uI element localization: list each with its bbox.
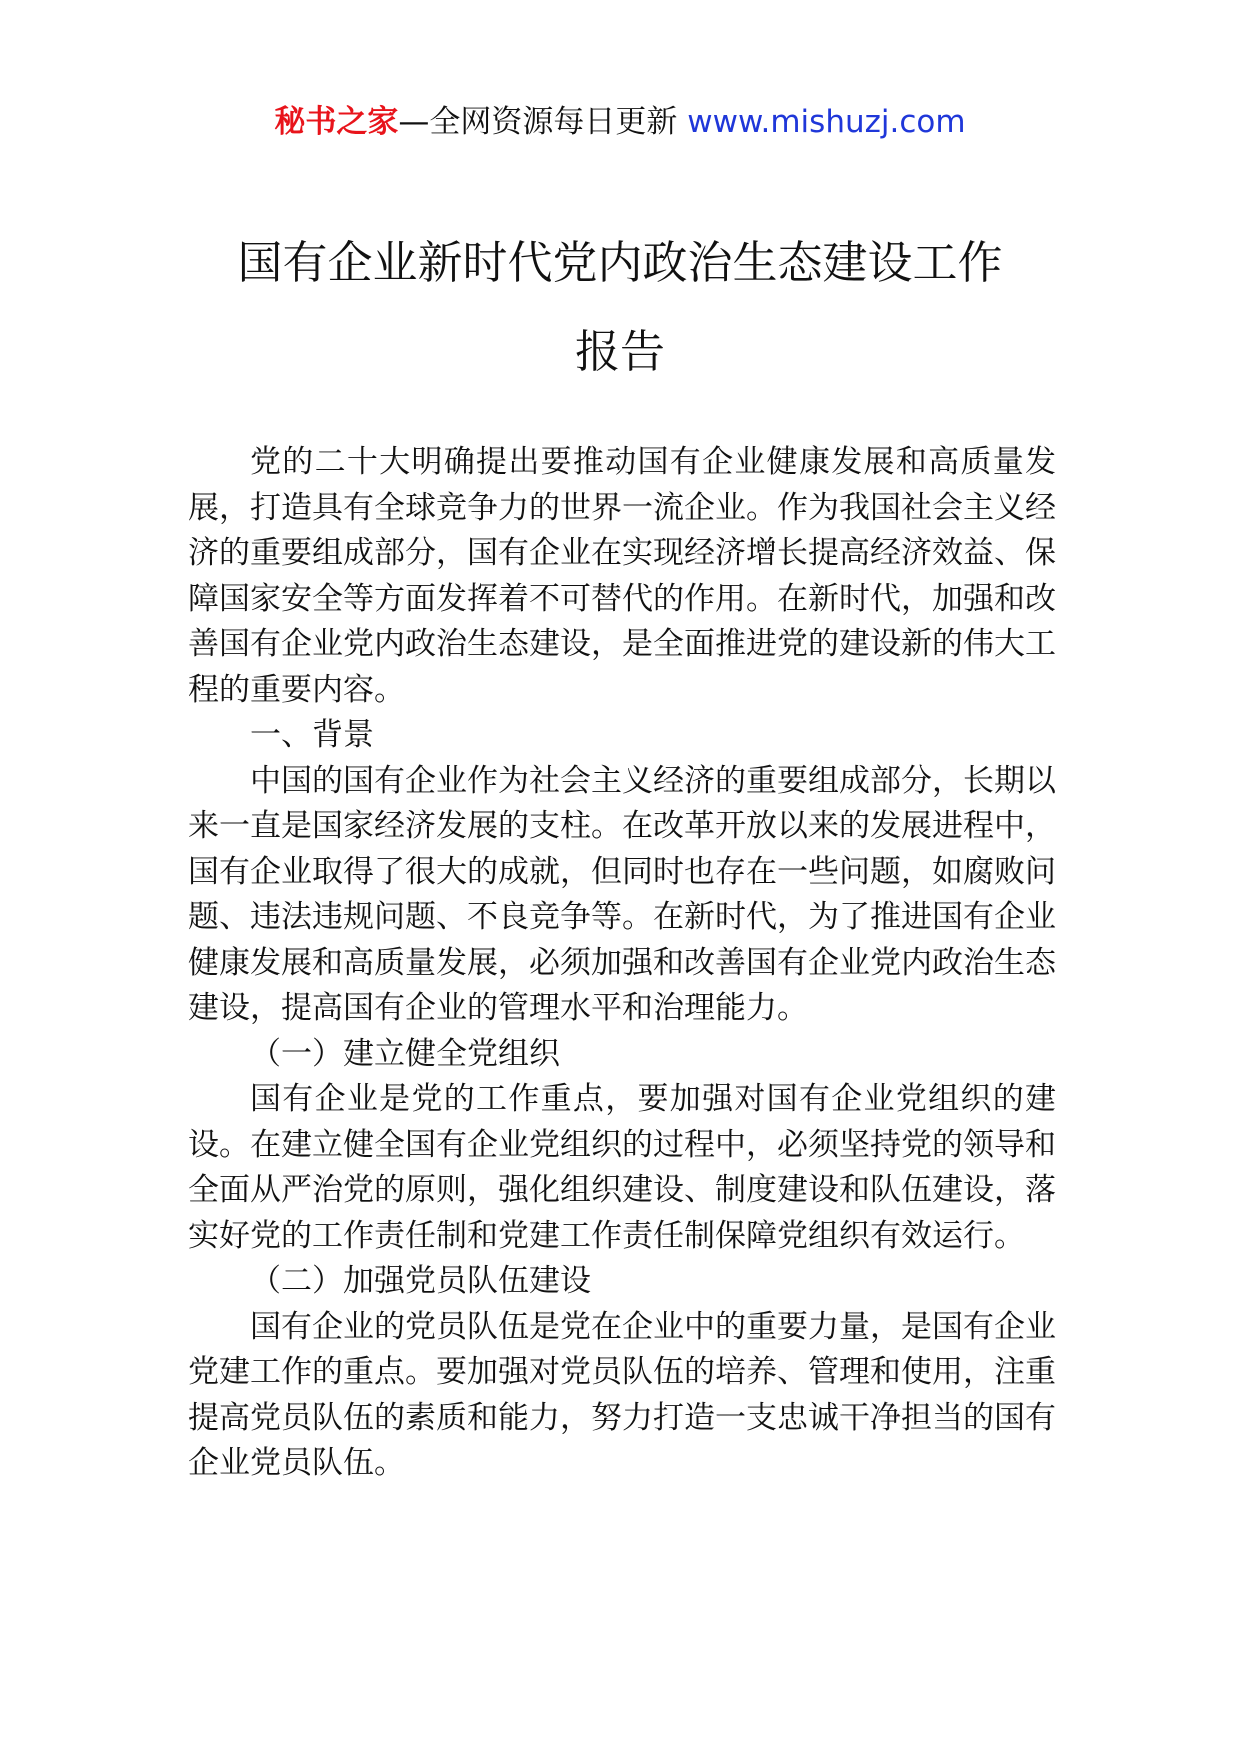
site-brand: 秘书之家 [274,104,399,140]
party-organization-paragraph: 国有企业是党的工作重点，要加强对国有企业党组织的建设。在建立健全国有企业党组织的过程中，必须坚持党的领导和全面从严治党的原则，强化组织建设、制度建设和队伍建设，落实好党的工作责任制和党建工作责任制保障党组织有效运行。 [188,1081,1056,1254]
site-tagline: —全网资源每日更新 [398,104,688,140]
document-body [188,440,1056,1487]
subsection-heading-party-organization: （一）建立健全党组织 [250,1035,560,1072]
document-title-line-1: 国有企业新时代党内政治生态建设工作 [237,236,1003,289]
site-header [0,100,1240,144]
intro-paragraph: 党的二十大明确提出要推动国有企业健康发展和高质量发展，打造具有全球竞争力的世界一流企业。作为我国社会主义经济的重要组成部分，国有企业在实现经济增长提高经济效益、保障国家安全等方面发挥着不可替代的作用。在新时代，加强和改善国有企业党内政治生态建设，是全面推进党的建设新的伟大工程的重要内容。 [188,444,1056,708]
section-heading-background: 一、背景 [250,717,374,753]
subsection-heading-party-members: （二）加强党员队伍建设 [250,1263,591,1299]
party-members-paragraph: 国有企业的党员队伍是党在企业中的重要力量，是国有企业党建工作的重点。要加强对党员队伍的培养、管理和使用，注重提高党员队伍的素质和能力，努力打造一支忠诚干净担当的国有企业党员队伍。 [188,1308,1056,1481]
site-url-link[interactable]: www.mishuzj.com [687,104,966,140]
background-paragraph: 中国的国有企业作为社会主义经济的重要组成部分，长期以来一直是国家经济发展的支柱。在改革开放以来的发展进程中，国有企业取得了很大的成就，但同时也存在一些问题，如腐败问题、违法违规问题、不良竞争等。在新时代，为了推进国有企业健康发展和高质量发展，必须加强和改善国有企业党内政治生态建设，提高国有企业的管理水平和治理能力。 [188,762,1056,1026]
document-title-line-2: 报告 [574,325,665,378]
